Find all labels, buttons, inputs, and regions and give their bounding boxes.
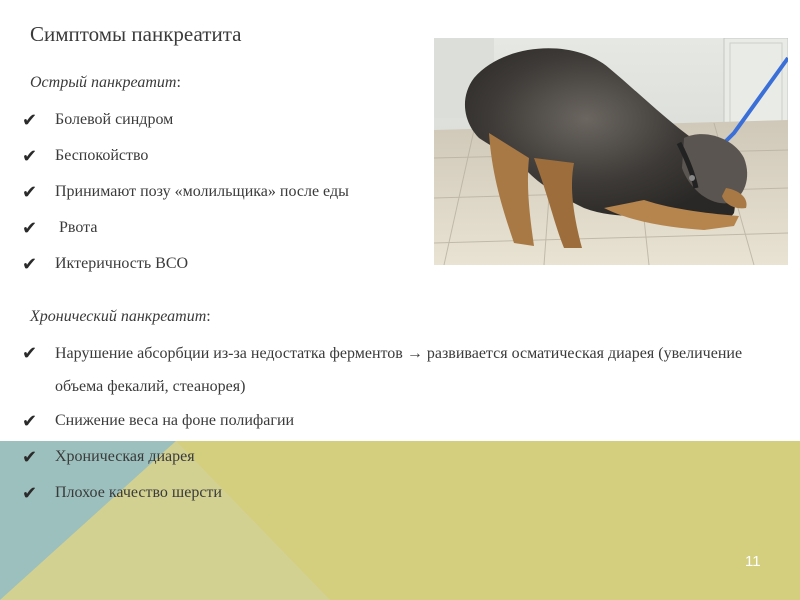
list-item-text: Рвота	[55, 219, 98, 236]
checkmark-icon: ✔	[22, 343, 38, 363]
checkmark-icon: ✔	[22, 218, 38, 238]
list-item	[22, 138, 349, 174]
list-item	[22, 210, 349, 246]
checkmark-icon: ✔	[22, 483, 38, 503]
chronic-heading-colon: :	[206, 308, 211, 325]
acute-heading-colon: :	[176, 74, 181, 91]
list-item-text: Принимают позу «молильщика» после еды	[55, 183, 349, 200]
acute-symptom-list	[22, 102, 349, 282]
list-item-text: Нарушение абсорбции из-за недостатка ферментов → развивается осматическая диарея (увеличение объема фекалий, стеанорея)	[55, 345, 743, 395]
list-item-text: Иктеричность ВСО	[55, 255, 189, 272]
slide-title: Симптомы панкреатита	[30, 22, 242, 46]
list-item-text: Снижение веса на фоне полифагии	[55, 412, 295, 429]
checkmark-icon: ✔	[22, 182, 38, 202]
chronic-heading-text: Хронический панкреатит	[30, 308, 207, 325]
list-item	[22, 174, 349, 210]
checkmark-icon: ✔	[22, 447, 38, 467]
page-number: 11	[745, 553, 761, 570]
list-item-text: Болевой синдром	[55, 111, 174, 128]
list-item	[22, 102, 349, 138]
list-item-text: Плохое качество шерсти	[55, 484, 222, 501]
list-item	[22, 337, 765, 403]
chronic-heading	[30, 308, 211, 326]
list-item-text: Хроническая диарея	[55, 448, 195, 465]
acute-heading-text: Острый панкреатит	[30, 74, 177, 91]
list-item-text: Беспокойство	[55, 147, 149, 164]
checkmark-icon: ✔	[22, 254, 38, 274]
list-item	[22, 246, 349, 282]
list-item	[22, 439, 765, 475]
checkmark-icon: ✔	[22, 146, 38, 166]
checkmark-icon: ✔	[22, 411, 38, 431]
checkmark-icon: ✔	[22, 110, 38, 130]
list-item	[22, 475, 765, 511]
acute-heading	[30, 74, 181, 92]
chronic-symptom-list	[22, 337, 765, 511]
list-item	[22, 403, 765, 439]
dog-prayer-pose-photo	[434, 38, 788, 265]
